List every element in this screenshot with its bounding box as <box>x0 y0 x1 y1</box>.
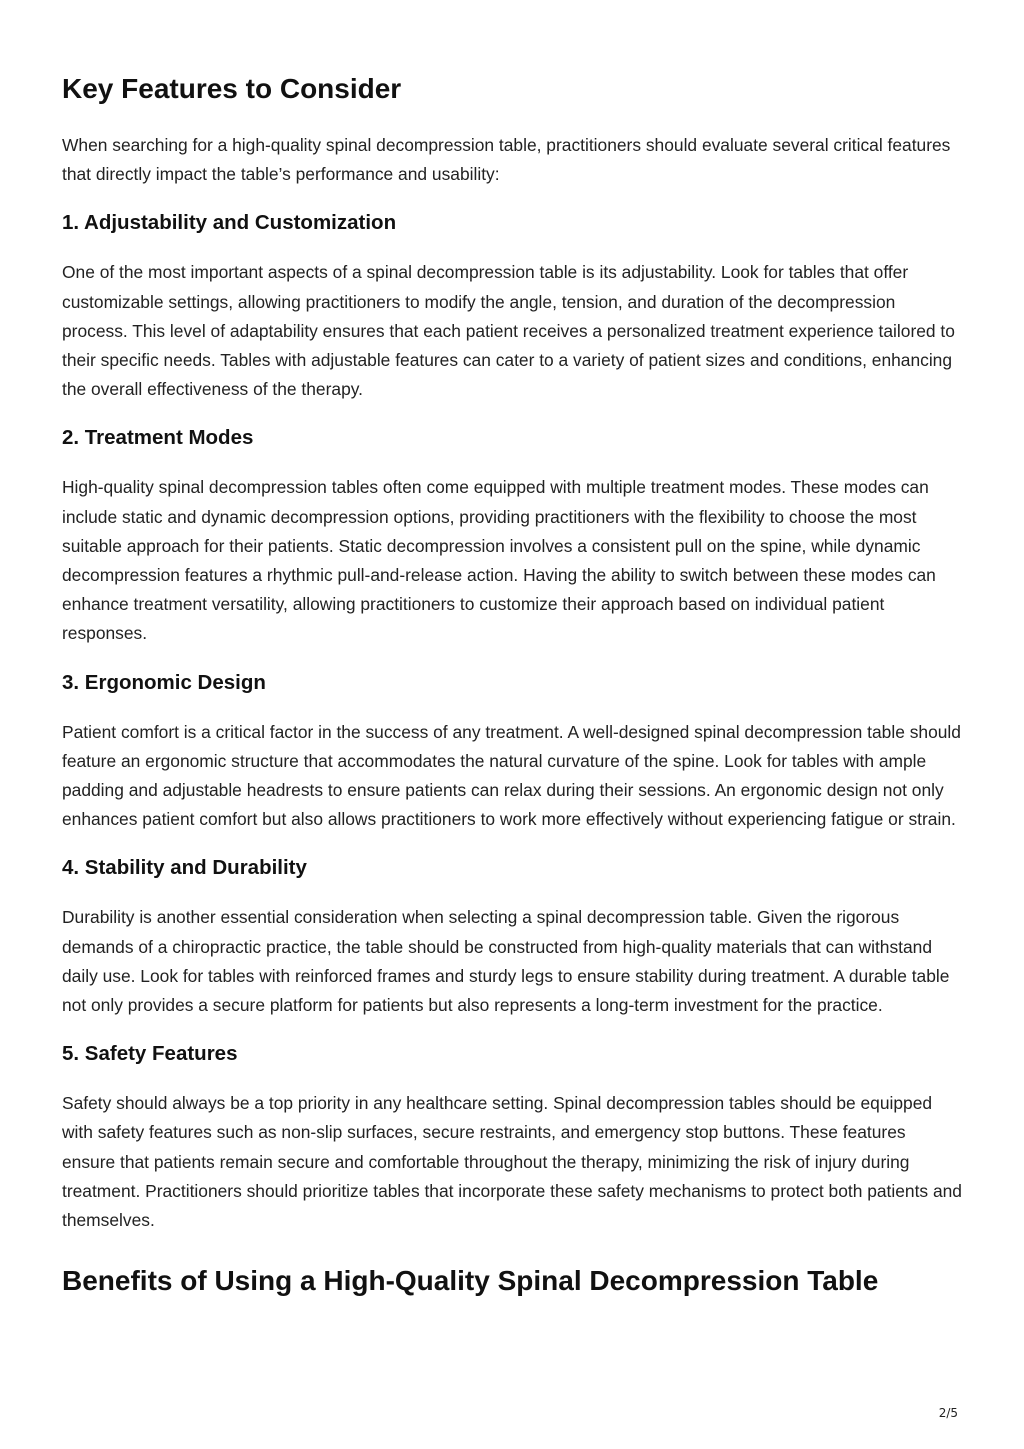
document-page <box>62 0 962 1298</box>
section-title: Key Features to Consider <box>62 73 402 104</box>
feature-heading-treatment-modes: 2. Treatment Modes <box>62 426 254 450</box>
feature-heading-ergonomic-design: 3. Ergonomic Design <box>62 670 266 694</box>
feature-heading-adjustability: 1. Adjustability and Customization <box>62 211 397 235</box>
feature-text-treatment-modes: High-quality spinal decompression tables often come equipped with multiple treatment modes. These modes can include static and dynamic decompression options, providing practitioners with the flexibility to choose the most suitable approach for their patients. Static decompression involves a consistent pull on the spine, while dynamic decompression features a rhythmic pull-and-release action. Having the ability to switch between these modes can enhance treatment versatility, allowing practitioners to customize their approach based on individual patient responses. <box>62 477 936 644</box>
next-section-title: Benefits of Using a High-Quality Spinal Decompression Table <box>62 1265 879 1297</box>
intro-paragraph: When searching for a high-quality spinal decompression table, practitioners should evaluate several critical features that directly impact the table’s performance and usability: <box>62 135 951 185</box>
page-number: 2/5 <box>938 1406 958 1420</box>
feature-text-stability: Durability is another essential consideration when selecting a spinal decompression table. Given the rigorous demands of a chiropractic practice, the table should be constructed from high-quality materials that can withstand daily use. Look for tables with reinforced frames and sturdy legs to ensure stability during treatment. A durable table not only provides a secure platform for patients but also represents a long-term investment for the practice. <box>62 907 950 1016</box>
feature-text-safety: Safety should always be a top priority in any healthcare setting. Spinal decompression tables should be equipped with safety features such as non-slip surfaces, secure restraints, and emergency stop buttons. These features ensure that patients remain secure and comfortable throughout the therapy, minimizing the risk of injury during treatment. Practitioners should prioritize tables that incorporate these safety mechanisms to protect both patients and themselves. <box>62 1093 962 1231</box>
feature-heading-stability: 4. Stability and Durability <box>62 856 307 880</box>
feature-text-adjustability: One of the most important aspects of a spinal decompression table is its adjustability. Look for tables that offer customizable settings, allowing practitioners to modify the angle, tension, and duration of the decompression process. This level of adaptability ensures that each patient receives a personalized treatment experience tailored to their specific needs. Tables with adjustable features can cater to a variety of patient sizes and conditions, enhancing the overall effectiveness of the therapy. <box>62 262 955 400</box>
feature-heading-safety: 5. Safety Features <box>62 1042 238 1066</box>
feature-text-ergonomic-design: Patient comfort is a critical factor in the success of any treatment. A well-designed spinal decompression table should feature an ergonomic structure that accommodates the natural curvature of the spine. Look for tables with ample padding and adjustable headrests to ensure patients can relax during their sessions. An ergonomic design not only enhances patient comfort but also allows practitioners to work more effectively without experiencing fatigue or strain. <box>62 721 961 830</box>
